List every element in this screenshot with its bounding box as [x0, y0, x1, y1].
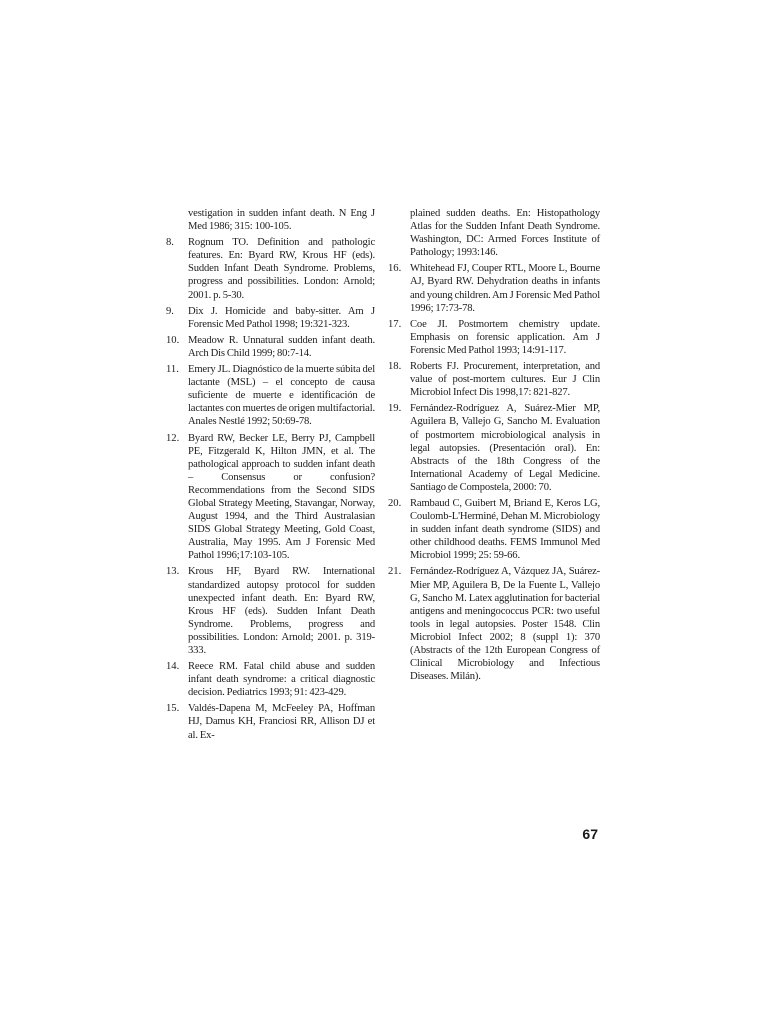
- reference-text: Rognum TO. Definition and pathologic features. En: Byard RW, Krous HF (eds). Sudden Infant Death Syndrome. Problems, progress and possibilities. London: Arnold; 2001. p. 5-30.: [188, 237, 375, 301]
- reference-text: Coe JI. Postmortem chemistry update. Emphasis on forensic application. Am J Forensic Med Pathol 1993; 14:91-117.: [410, 318, 600, 356]
- reference-number: 14.: [166, 661, 180, 673]
- reference-text: Whitehead FJ, Couper RTL, Moore L, Bourne AJ, Byard RW. Dehydration deaths in infants and young children. Am J Forensic Med Pathol 1996; 17:73-78.: [410, 263, 600, 314]
- reference-item: [166, 305, 375, 331]
- reference-item: [388, 402, 600, 494]
- reference-text: Fernández-Rodríguez A, Vázquez JA, Suárez-Mier MP, Aguilera B, De la Fuente L, Vallejo G, Sancho M. Latex agglutination for bacterial antigens and meningococcus PCR: two useful tools in legal autopsies. Poster 1548. Clin Microbiol Infect 2002; 8 (suppl 1): 370 (Abstracts of the 12th European Congress of Clinical Microbiology and Infectious Diseases. Milán).: [410, 566, 600, 683]
- reference-number: 13.: [166, 566, 180, 578]
- reference-item: [166, 334, 375, 360]
- reference-text: Dix J. Homicide and baby-sitter. Am J Forensic Med Pathol 1998; 19:321-323.: [188, 305, 375, 330]
- reference-text: Emery JL. Diagnóstico de la muerte súbita del lactante (MSL) – el concepto de causa suficiente de muerte e identificación de lactantes con muertes de origen multifactorial. Anales Nestlé 1992; 50:69-78.: [188, 364, 375, 428]
- reference-text: Rambaud C, Guibert M, Briand E, Keros LG, Coulomb-L'Herminé, Dehan M. Microbiology in sudden infant death syndrome (SIDS) and other childhood deaths. FEMS Immunol Med Microbiol 1999; 25: 59-66.: [410, 497, 600, 562]
- reference-text: Meadow R. Unnatural sudden infant death. Arch Dis Child 1999; 80:7-14.: [188, 334, 375, 359]
- reference-item: [166, 660, 375, 699]
- reference-number: 12.: [166, 432, 180, 444]
- reference-text: Fernández-Rodríguez A, Suárez-Mier MP, Aguilera B, Vallejo G, Sancho M. Evaluation of postmortem microbiological analysis in legal autopsies. (Presentación oral). En: Abstracts of the 18th Congress of the International Academy of Legal Medicine. Santiago de Compostela, 2000: 70.: [410, 403, 600, 493]
- reference-number: 21.: [388, 566, 402, 578]
- reference-number: 9.: [166, 305, 174, 317]
- reference-item: [388, 207, 600, 259]
- reference-text: Byard RW, Becker LE, Berry PJ, Campbell PE, Fitzgerald K, Hilton JMN, et al. The pathological approach to sudden infant death – Consensus or confusion? Recommendations from the Second SIDS Global Strategy Meeting, Stavangar, Norway, August 1994, and the Third Australasian SIDS Global Strategy Meeting, Gold Coast, Australia, May 1995. Am J Forensic Med Pathol 1996;17:103-105.: [188, 432, 375, 562]
- reference-text: plained sudden deaths. En: Histopathology Atlas for the Sudden Infant Death Syndrome. Washington, DC: Armed Forces Institute of Pathology; 1993:146.: [410, 208, 600, 259]
- reference-item: [166, 236, 375, 301]
- reference-item: [166, 702, 375, 741]
- page-number: 67: [582, 826, 598, 842]
- reference-number: 20.: [388, 497, 402, 509]
- reference-number: 19.: [388, 403, 402, 415]
- reference-number: 18.: [388, 361, 402, 373]
- reference-item: [166, 363, 375, 428]
- reference-item: [388, 360, 600, 399]
- reference-number: 10.: [166, 334, 180, 346]
- reference-text: Reece RM. Fatal child abuse and sudden infant death syndrome: a critical diagnostic decision. Pediatrics 1993; 91: 423-429.: [188, 661, 375, 699]
- reference-item: [388, 497, 600, 562]
- reference-item: [388, 565, 600, 683]
- references-right-column: [388, 207, 600, 686]
- reference-item: [388, 318, 600, 357]
- reference-number: 17.: [388, 318, 402, 330]
- reference-text: Roberts FJ. Procurement, interpretation, and value of post-mortem cultures. Eur J Clin Microbiol Infect Dis 1998,17: 821-827.: [410, 361, 600, 399]
- reference-text: Krous HF, Byard RW. International standardized autopsy protocol for sudden unexpected infant death. En: Byard RW, Krous HF (eds). Sudden Infant Death Syndrome. Problems, progress and possibilities. London: Arnold; 2001. p. 319-333.: [188, 566, 375, 656]
- reference-number: 15.: [166, 703, 180, 715]
- references-left-column: [166, 207, 375, 745]
- reference-number: 11.: [166, 364, 179, 376]
- reference-text: vestigation in sudden infant death. N Eng J Med 1986; 315: 100-105.: [188, 208, 375, 233]
- reference-number: 8.: [166, 237, 174, 249]
- reference-item: [166, 432, 375, 563]
- reference-item: [166, 565, 375, 657]
- reference-item: [388, 262, 600, 314]
- reference-item: [166, 207, 375, 233]
- reference-number: 16.: [388, 263, 402, 275]
- reference-text: Valdés-Dapena M, McFeeley PA, Hoffman HJ, Damus KH, Franciosi RR, Allison DJ et al. Ex-: [188, 703, 375, 741]
